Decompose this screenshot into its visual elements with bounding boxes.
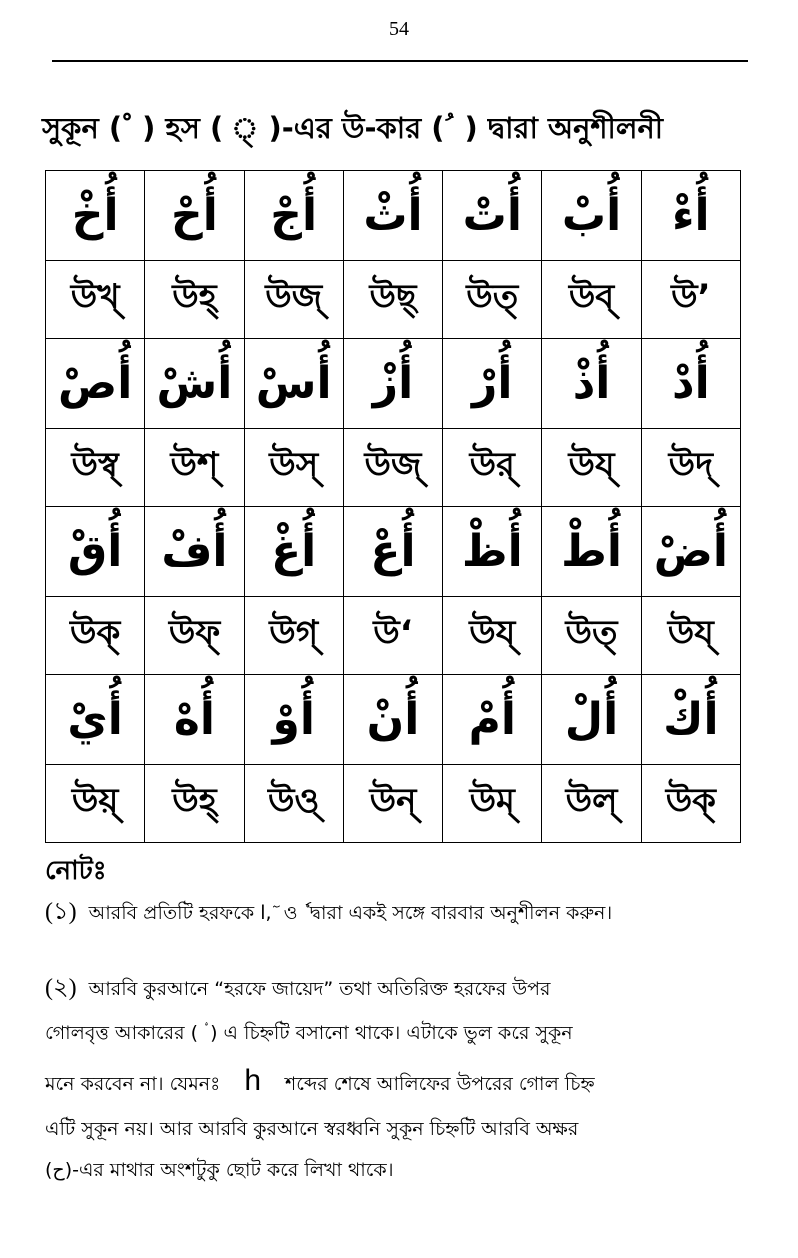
arabic-letter-cell: أُغْ — [244, 507, 343, 597]
bangla-pronunciation-cell: উস্ব্ — [46, 429, 145, 507]
practice-grid — [45, 170, 741, 843]
bangla-pronunciation-cell: উয্ — [542, 429, 641, 507]
arabic-letter-cell: أُصْ — [46, 339, 145, 429]
arabic-letter-cell: أُزْ — [343, 339, 442, 429]
practice-grid-body — [46, 171, 741, 843]
arabic-letter-cell: أُمْ — [443, 675, 542, 765]
arabic-letter-cell: أُتْ — [443, 171, 542, 261]
arabic-letter-cell: أُجْ — [244, 171, 343, 261]
note-2-line-3 — [45, 1060, 753, 1102]
arabic-letter-cell: أُدْ — [641, 339, 740, 429]
arabic-letter-cell: أُقْ — [46, 507, 145, 597]
arabic-letter-cell: أُنْ — [343, 675, 442, 765]
note-1 — [45, 896, 753, 930]
arabic-letter-cell: أُظْ — [443, 507, 542, 597]
arabic-letter-cell: أُخْ — [46, 171, 145, 261]
bangla-pronunciation-cell: উশ্ — [145, 429, 244, 507]
bangla-pronunciation-cell: উক্ — [46, 597, 145, 675]
bangla-row — [46, 261, 741, 339]
bangla-pronunciation-cell: উম্ — [443, 765, 542, 843]
bangla-pronunciation-cell: উহ্ — [145, 261, 244, 339]
bangla-pronunciation-cell: উজ্ — [244, 261, 343, 339]
arabic-row — [46, 339, 741, 429]
note-2-number: (২) — [45, 975, 77, 1001]
bangla-pronunciation-cell: উব্ — [542, 261, 641, 339]
notes-title: নোটঃ — [45, 856, 107, 886]
page-number: 54 — [389, 18, 409, 40]
note-2-line-5: (ح)-এর মাথার অংশটুকু ছোট করে লিখা থাকে। — [45, 1158, 394, 1181]
arabic-row — [46, 507, 741, 597]
arabic-letter-cell: أُثْ — [343, 171, 442, 261]
note-2-line-3-end: শব্দের শেষে আলিফের উপরের গোল চিহ্ন — [285, 1073, 595, 1096]
bangla-pronunciation-cell: উও্ — [244, 765, 343, 843]
note-2 — [45, 972, 753, 1197]
bangla-pronunciation-cell: উয্ — [443, 597, 542, 675]
arabic-letter-cell: أُعْ — [343, 507, 442, 597]
arabic-letter-cell: أُلْ — [542, 675, 641, 765]
arabic-letter-cell: أُحْ — [145, 171, 244, 261]
bangla-pronunciation-cell: উফ্ — [145, 597, 244, 675]
header-divider — [52, 60, 748, 62]
note-2-line-1 — [45, 972, 753, 1006]
bangla-pronunciation-cell: উত্ — [443, 261, 542, 339]
note-1-number: (১) — [45, 899, 77, 925]
arabic-letter-cell: أُوْ — [244, 675, 343, 765]
arabic-letter-cell: أُهْ — [145, 675, 244, 765]
arabic-letter-cell: أُكْ — [641, 675, 740, 765]
bangla-pronunciation-cell: উজ্ — [343, 429, 442, 507]
arabic-row — [46, 675, 741, 765]
arabic-letter-cell: أُفْ — [145, 507, 244, 597]
arabic-row — [46, 171, 741, 261]
arabic-letter-cell: أُبْ — [542, 171, 641, 261]
bangla-row — [46, 597, 741, 675]
bangla-pronunciation-cell: উন্ — [343, 765, 442, 843]
note-2-line-2: গোলবৃত্ত আকারের ( ۟ ) এ চিহ্নটি বসানো থাকে। এটাকে ভুল করে সুকূন — [45, 1021, 573, 1044]
bangla-pronunciation-cell: উত্ — [542, 597, 641, 675]
arabic-letter-cell: أُءْ — [641, 171, 740, 261]
bangla-pronunciation-cell: উল্ — [542, 765, 641, 843]
note-2-line-1-text: আরবি কুরআনে “হরফে জায়েদ” তথা অতিরিক্ত হরফের উপর — [88, 978, 551, 1000]
bangla-pronunciation-cell: উখ্ — [46, 261, 145, 339]
arabic-letter-cell: أُسْ — [244, 339, 343, 429]
bangla-pronunciation-cell: উগ্ — [244, 597, 343, 675]
exercise-heading: সুকূন ( ْ ) হস ( ্ )-এর উ-কার ( ُ ) দ্বারা অনুশীলনী — [42, 111, 664, 145]
arabic-letter-cell: أُضْ — [641, 507, 740, 597]
arabic-letter-cell: أُذْ — [542, 339, 641, 429]
bangla-pronunciation-cell: উস্ — [244, 429, 343, 507]
bangla-pronunciation-cell: উয্ — [641, 597, 740, 675]
note-2-line-3-start: মনে করবেন না। যেমনঃ — [45, 1073, 221, 1096]
arabic-letter-cell: أُيْ — [46, 675, 145, 765]
bangla-pronunciation-cell: উহ্ — [145, 765, 244, 843]
bangla-pronunciation-cell: উক্ — [641, 765, 740, 843]
bangla-pronunciation-cell: উছ্ — [343, 261, 442, 339]
bangla-row — [46, 765, 741, 843]
bangla-pronunciation-cell: উ’ — [641, 261, 740, 339]
arabic-letter-cell: أُرْ — [443, 339, 542, 429]
arabic-letter-cell: أُطْ — [542, 507, 641, 597]
bangla-pronunciation-cell: উয়্ — [46, 765, 145, 843]
example-letter: h — [244, 1064, 261, 1098]
bangla-pronunciation-cell: উ‘ — [343, 597, 442, 675]
arabic-letter-cell: أُشْ — [145, 339, 244, 429]
note-2-line-4: এটি সুকূন নয়। আর আরবি কুরআনে স্বরধ্বনি সুকূন চিহ্নটি আরবি অক্ষর — [45, 1118, 579, 1141]
bangla-pronunciation-cell: উদ্ — [641, 429, 740, 507]
bangla-row — [46, 429, 741, 507]
bangla-pronunciation-cell: উর্ — [443, 429, 542, 507]
note-1-text: আরবি প্রতিটি হরফকে ا, ٓ ও ٗ দ্বারা একই সঙ্গে বারবার অনুশীলন করুন। — [88, 902, 613, 924]
